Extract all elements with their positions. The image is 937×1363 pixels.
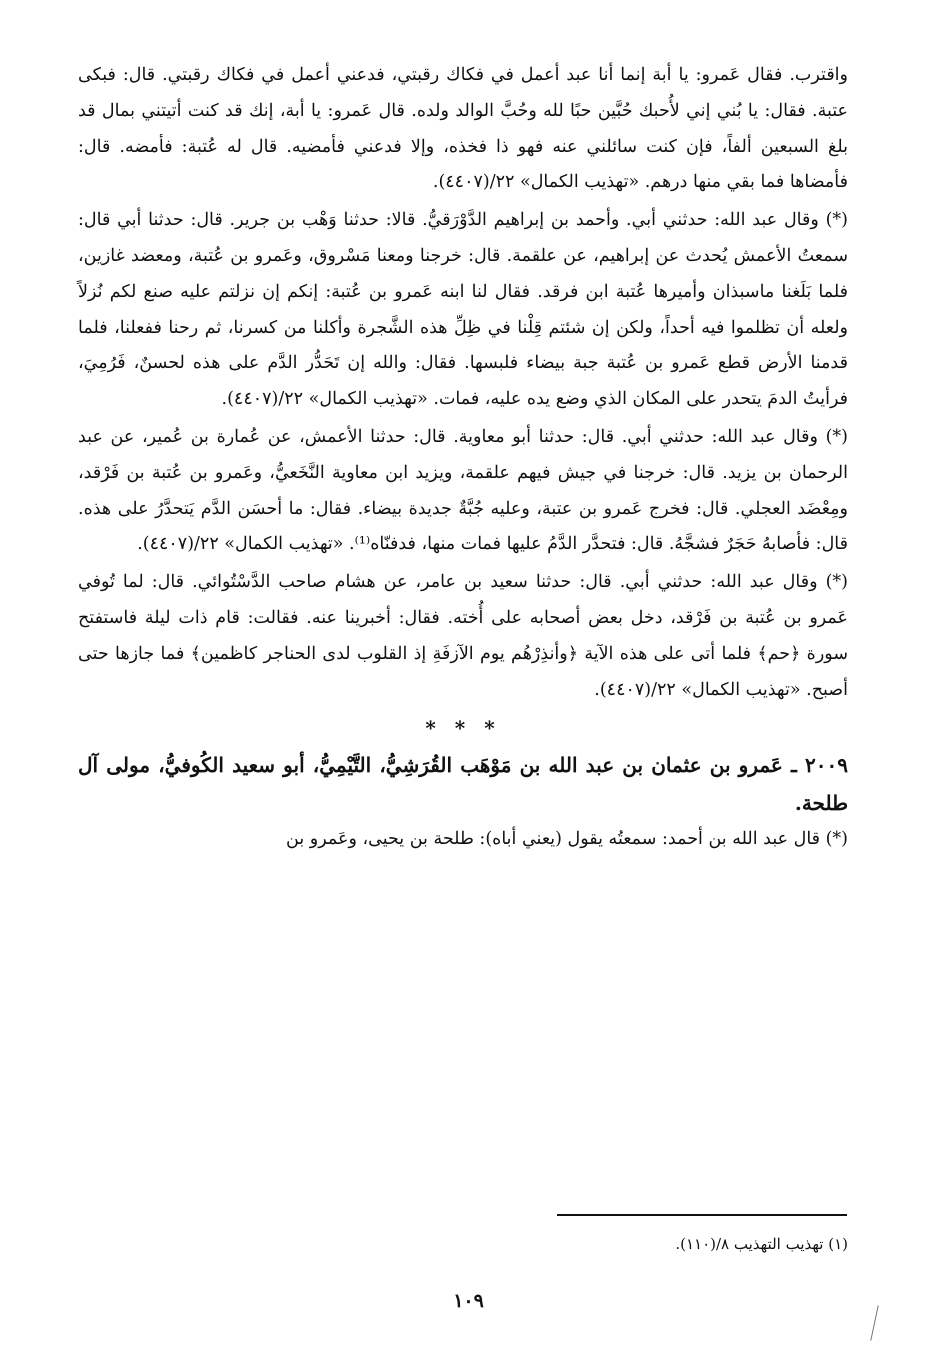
paragraph-4: (*) وقال عبد الله: حدثني أبي. قال: حدثنا سعيد بن عامر، عن هشام صاحب الدَّسْتُوائي. قال: لما تُوفي عَمرو بن عُتبة بن فَرْقد، دخل بعض أصحابه على أُخته. فقال: أخبرينا عنه. فقالت: قام ذات ليلة فاستفتح سورة ﴿حم﴾ فلما أتى على هذه الآية ﴿وأنذِرْهُم يوم الآزفَةِ إذ القلوب لدى الحناجر كاظمين﴾ فما جازها حتى أصبح. «تهذيب الكمال» ٢٢/(٤٤٠٧). [78,572,848,700]
paragraph-1: واقترب. فقال عَمرو: يا أبة إنما أنا عبد أعمل في فكاك رقبتي، فدعني أعمل في فكاك رقبتي. قال: فبكى عتبة. فقال: يا بُني إني لأُحبك حُبَّين حبًا لله وحُبَّ الوالد ولده. قال عَمرو: يا أبة، إنك قد كنت أتيتني بمال قد بلغ السبعين ألفاً، فإن كنت سائلني عنه فهو ذا فخذه، وإلا فدعني فأمضيه. قال له عُتبة: فأمضه. قال: فأمضاها فما بقي منها درهم. «تهذيب الكمال» ٢٢/(٤٤٠٧). [78,65,848,193]
paragraph-5: (*) قال عبد الله بن أحمد: سمعتُه يقول (يعني أباه): طلحة بن يحيى، وعَمرو بن [286,829,848,850]
paragraph-2: (*) وقال عبد الله: حدثني أبي. وأحمد بن إبراهيم الدَّوْرَقيُّ. قالا: حدثنا وَهْب بن جرير. قال: حدثنا أبي قال: سمعتُ الأعمش يُحدث عن إبراهيم، عن علقمة. قال: خرجنا ومعنا مَسْروق، وعَمرو بن عُتبة، ومعضد غازين، فلما بَلَغنا ماسبذان وأميرها عُتبة ابن فرقد. فقال لنا ابنه عَمرو بن عُتبة: إنكم إن نزلتم عليه صنع لكم نُزلاً ولعله أن تظلموا فيه أحداً، ولكن إن شئتم قِلْنا في ظِلِّ هذه الشَّجرة وأكلنا من كسرنا، ثم رحنا ففعلنا، فلما قدمنا الأرض قطع عَمرو بن عُتبة جبة بيضاء فلبسها. فقال: والله إن تَحَدُّر الدَّم على هذه لحسنٌ، فَرُمِيَ، فرأيتُ الدمَ يتحدر على المكان الذي وضع يده عليه، فمات. «تهذيب الكمال» ٢٢/(٤٤٠٧). [78,210,848,410]
paragraph-3: (*) وقال عبد الله: حدثني أبي. قال: حدثنا أبو معاوية. قال: حدثنا الأعمش، عن عُمارة بن عُمير، عن عبد الرحمان بن يزيد. قال: خرجنا في جيش فيهم علقمة، ويزيد ابن معاوية النَّخَعيُّ، وعَمرو بن عُتبة بن فَرْقد، ومِعْضَد العجلي. قال: فخرج عَمرو بن عتبة، وعليه جُبَّةٌ جديدة بيضاء. فقال: ما أحسَن الدَّم يَتحدَّرُ على هذه. قال: فأصابهُ حَجَرٌ فشجَّهُ. قال: فتحدَّر الدَّمُ عليها فمات منها، فدفنّاه⁽¹⁾. «تهذيب الكمال» ٢٢/(٤٤٠٧). [78,426,848,555]
page-number: ١٠٩ [453,1290,484,1312]
section-separator: * * * [425,716,501,741]
entry-heading: ٢٠٠٩ ـ عَمرو بن عثمان بن عبد الله بن مَوْهَب القُرَشِيُّ، التَّيْمِيُّ، أبو سعيد الكُوفيُّ، مولى آل طلحة. [78,753,848,816]
footnote-divider [557,1214,847,1216]
footnote: (١) تهذيب التهذيب ٨/(١١٠). [675,1235,848,1253]
page-body [78,58,848,860]
